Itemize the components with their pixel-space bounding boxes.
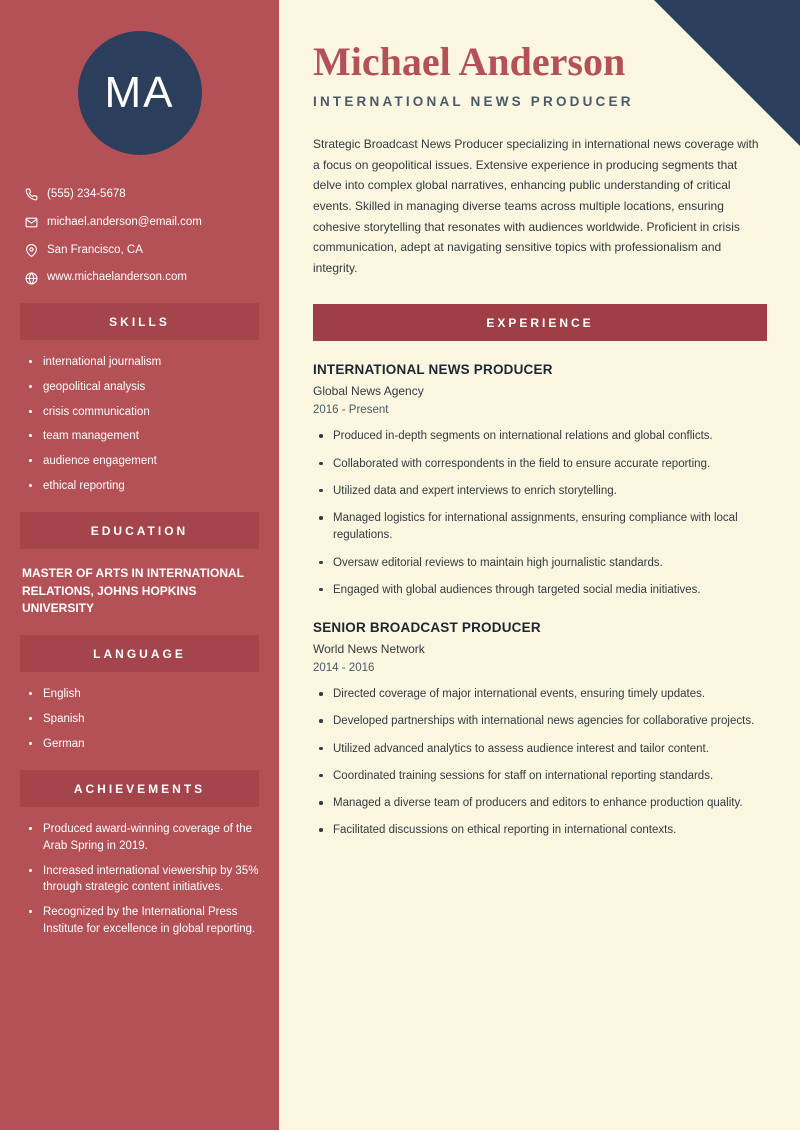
job-role: SENIOR BROADCAST PRODUCER — [313, 620, 541, 636]
professional-summary: Strategic Broadcast News Producer specializing in international news coverage with a focus on geopolitical issues. Extensive experience in producing segments that delve into complex global narratives, enhancing public understanding of critical events. Skilled in managing diverse teams across multiple locations, ensuring cohesive storytelling that resonates with audiences worldwide. Proficient in crisis communication, adept at navigating sensitive topics with professionalism and integrity. — [313, 137, 759, 275]
phone-icon — [25, 188, 47, 201]
section-heading-experience: EXPERIENCE — [313, 304, 767, 341]
avatar — [78, 31, 202, 155]
list-item: Directed coverage of major international events, ensuring timely updates. — [313, 686, 765, 703]
avatar-wrap — [20, 0, 259, 155]
job-bullets — [313, 428, 767, 599]
list-item: Produced award-winning coverage of the Arab Spring in 2019. — [26, 821, 259, 854]
achievements-list — [20, 821, 259, 937]
contact-email — [25, 216, 259, 230]
contact-phone — [25, 188, 259, 202]
contact-email-text: michael.anderson@email.com — [47, 215, 202, 228]
job-role: INTERNATIONAL NEWS PRODUCER — [313, 362, 553, 378]
list-item: Increased international viewership by 35% through strategic content initiatives. — [26, 863, 259, 896]
section-heading-language: LANGUAGE — [20, 635, 259, 672]
list-item: Spanish — [26, 711, 259, 728]
contact-website — [25, 271, 259, 285]
location-pin-icon — [25, 244, 47, 257]
job-dates: 2016 - Present — [313, 404, 389, 417]
list-item: Engaged with global audiences through targeted social media initiatives. — [313, 582, 765, 599]
main-content — [287, 0, 800, 1130]
experience-entry — [313, 362, 767, 599]
list-item: German — [26, 736, 259, 753]
skills-list — [20, 354, 259, 494]
contact-location-text: San Francisco, CA — [47, 243, 143, 256]
list-item: Oversaw editorial reviews to maintain high journalistic standards. — [313, 555, 765, 572]
experience-entry — [313, 620, 767, 840]
page-title: Michael Anderson — [313, 39, 626, 84]
job-dates: 2014 - 2016 — [313, 662, 375, 675]
job-company: World News Network — [313, 642, 425, 657]
section-heading-education: EDUCATION — [20, 512, 259, 549]
language-list — [20, 686, 259, 752]
list-item: Managed a diverse team of producers and editors to enhance production quality. — [313, 795, 765, 812]
list-item: Utilized advanced analytics to assess audience interest and tailor content. — [313, 741, 765, 758]
list-item: crisis communication — [26, 404, 259, 421]
list-item: Facilitated discussions on ethical reporting in international contexts. — [313, 822, 765, 839]
list-item: Managed logistics for international assignments, ensuring compliance with local regulations. — [313, 510, 765, 545]
job-bullets — [313, 686, 767, 840]
section-heading-achievements: ACHIEVEMENTS — [20, 770, 259, 807]
job-company: Global News Agency — [313, 384, 424, 399]
list-item: international journalism — [26, 354, 259, 371]
contact-location — [25, 244, 259, 258]
list-item: audience engagement — [26, 453, 259, 470]
headline-job-title: INTERNATIONAL NEWS PRODUCER — [313, 94, 634, 109]
list-item: geopolitical analysis — [26, 379, 259, 396]
list-item: Coordinated training sessions for staff on international reporting standards. — [313, 768, 765, 785]
globe-icon — [25, 272, 47, 285]
section-heading-skills: SKILLS — [20, 303, 259, 340]
list-item: Collaborated with correspondents in the field to ensure accurate reporting. — [313, 456, 765, 473]
list-item: Produced in-depth segments on international relations and global conflicts. — [313, 428, 765, 445]
education-degree: MASTER OF ARTS IN INTERNATIONAL RELATIONS, JOHNS HOPKINS UNIVERSITY — [22, 566, 244, 615]
contact-phone-text: (555) 234-5678 — [47, 188, 126, 200]
contact-website-text: www.michaelanderson.com — [47, 271, 187, 284]
list-item: Developed partnerships with international news agencies for collaborative projects. — [313, 713, 765, 730]
list-item: Recognized by the International Press Institute for excellence in global reporting. — [26, 904, 259, 937]
list-item: team management — [26, 428, 259, 445]
list-item: Utilized data and expert interviews to enrich storytelling. — [313, 483, 765, 500]
contact-list — [20, 188, 259, 285]
list-item: English — [26, 686, 259, 703]
sidebar — [0, 0, 279, 1130]
envelope-icon — [25, 216, 47, 229]
list-item: ethical reporting — [26, 478, 259, 495]
avatar-initials: MA — [104, 68, 175, 117]
